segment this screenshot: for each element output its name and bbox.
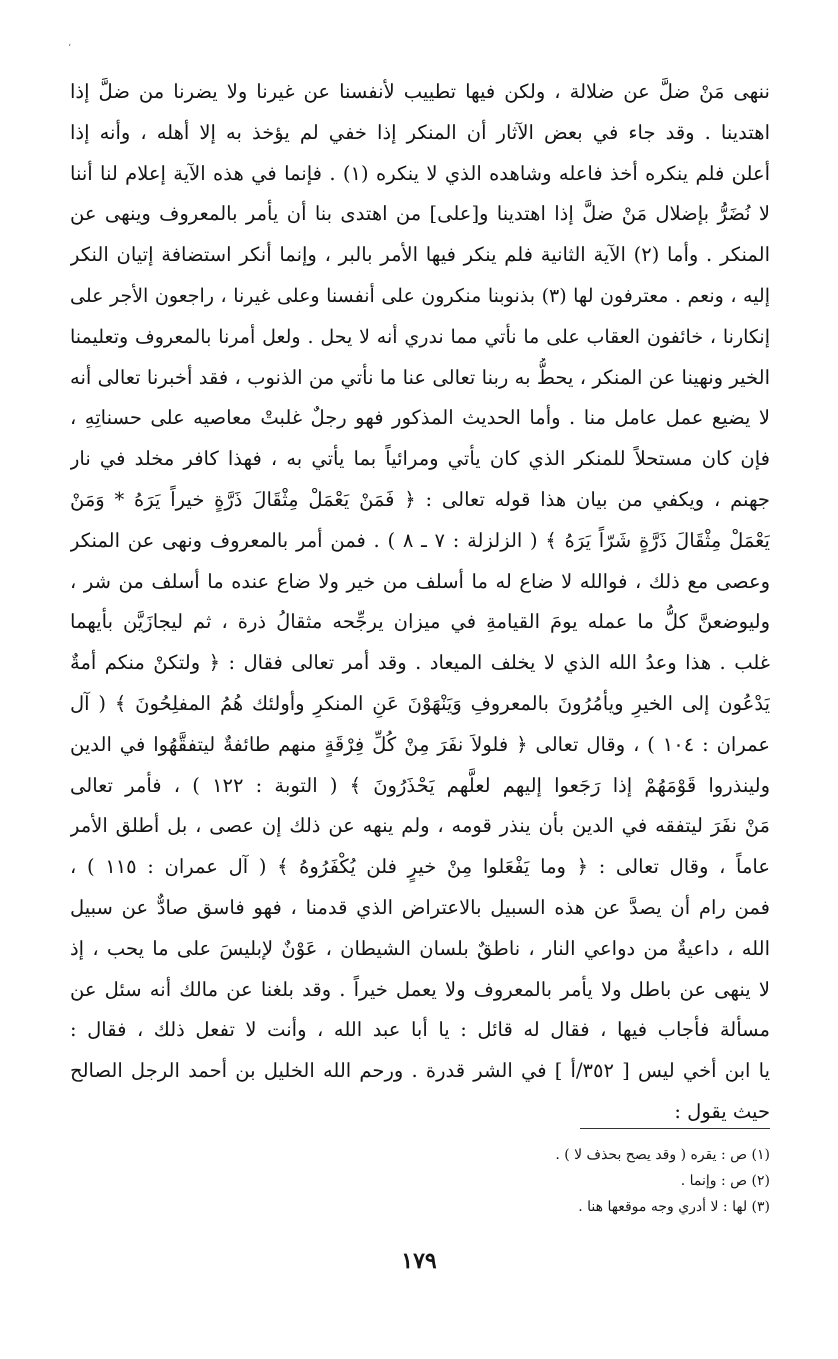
scan-mark: ، <box>68 38 72 49</box>
text-line: يَعْمَلْ مِثْقَالَ ذَرَّةٍ شَرّاً يَرَهُ ﴾ ( الزلزلة : ٧ ـ ٨ ) . فمن أمر بالمعروف ونهى عن المنكر <box>70 528 770 552</box>
text-line: وليوضعنَّ كلُّ ما عمله يومَ القيامةِ في ميزان يرجِّحه مثقالُ ذرة ، ثم ليجازَيَّن بأيهما <box>70 610 770 634</box>
text-line: غلب . هذا وعدُ الله الذي لا يخلف الميعاد . وقد أمر تعالى فقال : ﴿ ولتكنْ منكم أمةٌ <box>70 651 770 675</box>
text-line: الخير ونهينا عن المنكر ، يحطُّ به ربنا تعالى عنا ما نأتي من الذنوب ، فقد أخبرنا تعالى أنه <box>70 365 770 389</box>
text-line: لا نُضَرُّ بإضلال مَنْ ضلَّ إذا اهتدينا و[على] من اهتدى بنا أن يأمر بالمعروف وينهى عن <box>70 202 770 226</box>
text-line: فإن كان مستحلاً للمنكر الذي كان يأتي ومرائياً بما يأتي به ، فهذا كافر مخلد في نار <box>70 447 770 471</box>
text-line: الله ، داعيةٌ من دواعي النار ، ناطقٌ بلسان الشيطان ، عَوْنٌ لإبليسَ على ما يحب ، إذ <box>70 936 770 960</box>
footnotes <box>270 1142 770 1220</box>
text-line: وعصى مع ذلك ، فوالله لا ضاع له ما أسلف من خير ولا ضاع عنده ما أسلف من شر ، <box>70 569 770 593</box>
text-line: لا ينهى عن باطل ولا يأمر بالمعروف ولا يعمل خيراً . وقد بلغنا عن مالك أنه سئل عن <box>70 977 770 1001</box>
text-line: فمن رام أن يصدَّ عن هذه السبيل بالاعتراض الذي قدمنا ، فهو فاسق صادٌّ عن سبيل <box>70 895 770 919</box>
text-line: عاماً ، وقال تعالى : ﴿ وما يَفْعَلوا مِنْ خيرٍ فلن يُكْفَرُوهُ ﴾ ( آل عمران : ١١٥ ) ، <box>70 855 770 879</box>
footnote-divider <box>580 1128 770 1129</box>
text-line: ننهى مَنْ ضلَّ عن ضلالة ، ولكن فيها تطييب لأنفسنا عن غيرنا ولا يضرنا من ضلَّ إذا <box>70 80 770 103</box>
text-line: لا يضيع عمل عامل منا . وأما الحديث المذكور فهو رجلٌ غلبتْ معاصيه على حسناتِهِ ، <box>70 406 770 430</box>
text-line: إليه ، ونعم . معترفون لها (٣) بذنوبنا منكرون على أنفسنا وعلى غيرنا ، راجعون الأجر على <box>70 284 770 307</box>
page-number: ١٧٩ <box>401 1248 437 1274</box>
footnote: (٣) لها : لا أدري وجه موقعها هنا . <box>578 1199 770 1215</box>
footnote: (١) ص : يقره ( وقد يصح بحذف لا ) . <box>555 1147 770 1163</box>
footnote: (٢) ص : وإنما . <box>680 1173 770 1189</box>
text-line: يَدْعُون إلى الخيرِ ويأمُرُونَ بالمعروفِ وَيَنْهَوْنَ عَنِ المنكرِ وأولئك هُمُ المفلِحُونَ ﴾ ( آل <box>70 691 770 715</box>
text-line: جهنم ، ويكفي من بيان هذا قوله تعالى : ﴿ فَمَنْ يَعْمَلْ مِثْقَالَ ذَرَّةٍ خيراً يَرَهُ * وَمَنْ <box>70 487 770 511</box>
text-line: يا ابن أخي ليس [ ٣٥٢/أ ] في الشر قدرة . ورحم الله الخليل بن أحمد الرجل الصالح <box>70 1059 770 1083</box>
text-line: إنكارنا ، خائفون العقاب على ما نأتي مما ندري أنه لا يحل . ولعل أمرنا بالمعروف وتعليمنا <box>70 325 770 348</box>
text-line: مَنْ نفَرَ ليتفقه في الدين بأن ينذر قومه ، ولم ينهه عن ذلك إن عصى ، بل أطلق الأمر <box>70 814 770 838</box>
text-line: أعلن فلم ينكره أخذ فاعله وشاهده الذي لا ينكره (١) . فإنما في هذه الآية إعلام لنا أننا <box>70 161 770 185</box>
text-line: اهتدينا . وقد جاء في بعض الآثار أن المنكر إذا خفي لم يؤخذ به إلا أهله ، وأنه إذا <box>70 120 770 144</box>
body-text <box>70 72 770 1133</box>
text-line: حيث يقول : <box>674 1099 770 1123</box>
text-line: المنكر . وأما (٢) الآية الثانية فلم ينكر فيها الأمر بالبر ، وإنما أنكر استضافة إتيان النكر <box>70 243 770 267</box>
text-line: ولينذروا قَوْمَهُمْ إذا رَجَعوا إليهم لعلَّهم يَحْذَرُونَ ﴾ ( التوبة : ١٢٢ ) ، فأمر تعالى <box>70 773 770 797</box>
text-line: عمران : ١٠٤ ) ، وقال تعالى ﴿ فلولاَ نفَرَ مِنْ كُلِّ فِرْقَةٍ منهم طائفةٌ ليتفقَّهُوا في الدين <box>70 732 770 756</box>
text-line: مسألة فأجاب فيها ، فقال له قائل : يا أبا عبد الله ، وأنت لا تفعل ذلك ، فقال : <box>70 1018 770 1042</box>
